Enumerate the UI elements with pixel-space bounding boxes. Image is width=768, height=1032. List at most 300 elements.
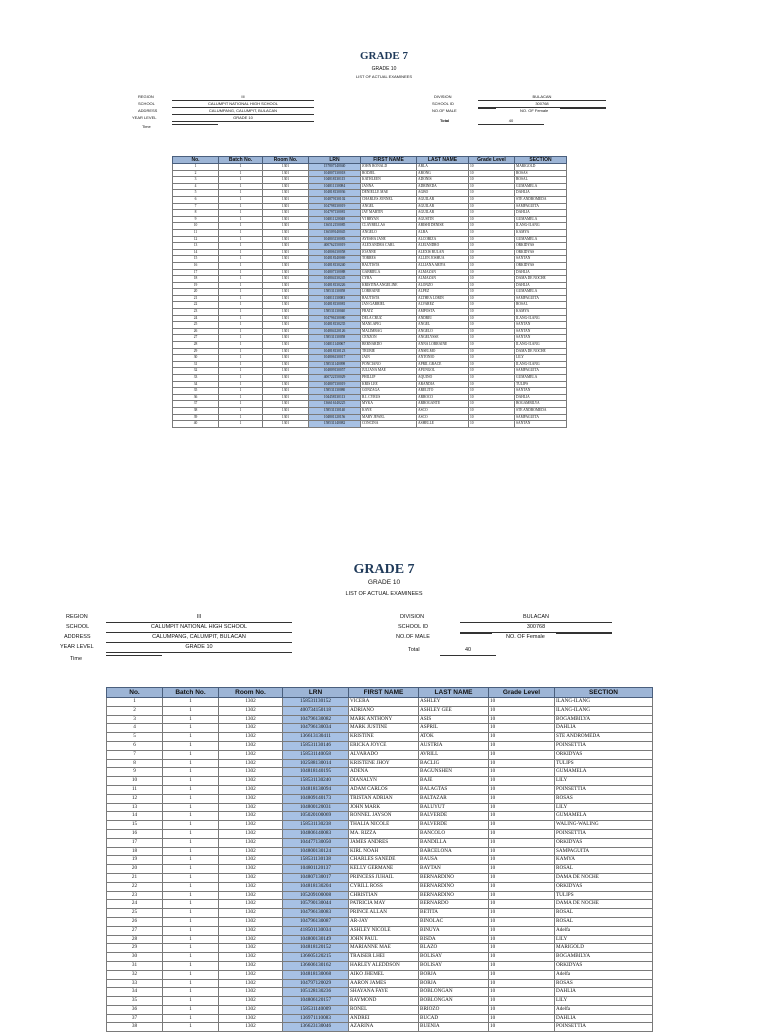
- table-row: [173, 348, 567, 355]
- table-row: [173, 243, 567, 250]
- cell-section: DAMA DE NOCHE: [555, 873, 653, 882]
- cell-no: 22: [107, 882, 163, 891]
- table-row: [107, 865, 653, 874]
- cell-section: SANTAN: [515, 388, 567, 395]
- cell-lrn: 104818120152: [283, 944, 349, 953]
- table-row: [173, 335, 567, 342]
- cell-lrn: 104811130084: [309, 183, 361, 190]
- table-row: [107, 838, 653, 847]
- cell-batch-no: 1: [163, 715, 219, 724]
- cell-no: 17: [107, 838, 163, 847]
- cell-batch-no: 1: [163, 794, 219, 803]
- cell-no: 29: [173, 348, 219, 355]
- table-row: [173, 309, 567, 316]
- cell-batch-no: 1: [219, 223, 263, 230]
- cell-last-name: ANNA LORRAINE: [417, 342, 469, 349]
- cell-section: POINSETTIA: [555, 741, 653, 750]
- cell-lrn: 136512150085: [309, 223, 361, 230]
- cell-first-name: BAUTISTA: [361, 295, 417, 302]
- cell-room-no: 1302: [219, 997, 283, 1006]
- cell-last-name: ASCO: [417, 407, 469, 414]
- cell-lrn: 158531140082: [309, 421, 361, 428]
- cell-last-name: BALTAZAR: [419, 794, 489, 803]
- table-row: [107, 803, 653, 812]
- cell-section: WALING-WALING: [555, 821, 653, 830]
- cell-last-name: BRIOZO: [419, 1005, 489, 1014]
- cell-lrn: 105790130044: [283, 900, 349, 909]
- table-row: [173, 295, 567, 302]
- cell-section: KAMYA: [555, 856, 653, 865]
- cell-lrn: 105209100008: [283, 891, 349, 900]
- cell-first-name: AR-JAY: [349, 917, 419, 926]
- cell-no: 39: [173, 414, 219, 421]
- cell-grade-level: 10: [469, 342, 515, 349]
- cell-section: SAMPAGUITA: [515, 414, 567, 421]
- cell-grade-level: 10: [469, 210, 515, 217]
- cell-room-no: 1301: [263, 210, 309, 217]
- cell-no: 34: [173, 381, 219, 388]
- table-row: [173, 421, 567, 428]
- cell-lrn: 104811140067: [309, 342, 361, 349]
- cell-lrn: 158531140058: [283, 750, 349, 759]
- cell-lrn: 104796130083: [283, 909, 349, 918]
- cell-first-name: HARLEY ALEDDSON: [349, 961, 419, 970]
- cell-no: 4: [107, 724, 163, 733]
- cell-room-no: 1302: [219, 741, 283, 750]
- cell-batch-no: 1: [219, 282, 263, 289]
- cell-room-no: 1301: [263, 342, 309, 349]
- cell-room-no: 1302: [219, 909, 283, 918]
- cell-first-name: AIKO JHEMEL: [349, 970, 419, 979]
- cell-first-name: ERICKA JOYCE: [349, 741, 419, 750]
- cell-room-no: 1301: [263, 401, 309, 408]
- cell-batch-no: 1: [219, 295, 263, 302]
- cell-no: 11: [107, 785, 163, 794]
- cell-grade-level: 10: [469, 216, 515, 223]
- cell-section: ORKIDYAS: [555, 750, 653, 759]
- cell-batch-no: 1: [163, 997, 219, 1006]
- cell-last-name: ASPRIL: [419, 724, 489, 733]
- cell-no: 6: [107, 741, 163, 750]
- cell-batch-no: 1: [219, 216, 263, 223]
- cell-batch-no: 1: [163, 777, 219, 786]
- cell-room-no: 1301: [263, 269, 309, 276]
- cell-section: DAHLIA: [515, 210, 567, 217]
- cell-last-name: BALVERDE: [419, 812, 489, 821]
- cell-first-name: TRUBIE: [361, 348, 417, 355]
- cell-grade-level: 10: [469, 177, 515, 184]
- cell-section: SAMPAGUITA: [515, 295, 567, 302]
- cell-lrn: 104809140173: [283, 794, 349, 803]
- cell-no: 28: [173, 342, 219, 349]
- cell-batch-no: 1: [219, 289, 263, 296]
- cell-no: 22: [173, 302, 219, 309]
- cell-grade-level: 10: [489, 997, 555, 1006]
- address-label: ADDRESS: [64, 634, 91, 640]
- cell-lrn: 104796130082: [283, 715, 349, 724]
- cell-batch-no: 1: [163, 909, 219, 918]
- cell-batch-no: 1: [163, 900, 219, 909]
- cell-grade-level: 10: [469, 190, 515, 197]
- cell-first-name: TORRES: [361, 256, 417, 263]
- cell-first-name: ADENA: [349, 768, 419, 777]
- cell-grade-level: 10: [489, 865, 555, 874]
- cell-last-name: AUSTRIA: [419, 741, 489, 750]
- cell-lrn: 104811130083: [309, 295, 361, 302]
- cell-grade-level: 10: [469, 309, 515, 316]
- cell-no: 15: [107, 821, 163, 830]
- cell-no: 14: [173, 249, 219, 256]
- cell-lrn: 136605120215: [283, 953, 349, 962]
- cell-room-no: 1301: [263, 421, 309, 428]
- cell-last-name: AGUILAR: [417, 196, 469, 203]
- cell-section: SANTAN: [515, 328, 567, 335]
- cell-lrn: 104809130057: [309, 368, 361, 375]
- table-row: [173, 342, 567, 349]
- table-row: [173, 388, 567, 395]
- cell-no: 18: [173, 276, 219, 283]
- cell-no: 3: [107, 715, 163, 724]
- cell-first-name: RODJEL: [361, 170, 417, 177]
- cell-section: STE ANDROMEDA: [515, 407, 567, 414]
- cell-first-name: AYESHA JANE: [361, 236, 417, 243]
- cell-grade-level: 10: [489, 847, 555, 856]
- cell-grade-level: 10: [489, 803, 555, 812]
- table-row: [107, 715, 653, 724]
- cell-lrn: 104801120156: [309, 414, 361, 421]
- cell-first-name: LORRAINE: [361, 289, 417, 296]
- cell-first-name: SHAYANA FAYE: [349, 988, 419, 997]
- cell-no: 27: [173, 335, 219, 342]
- cell-batch-no: 1: [163, 953, 219, 962]
- cell-batch-no: 1: [219, 183, 263, 190]
- cell-section: GUMAMELA: [555, 768, 653, 777]
- cell-lrn: 104796130087: [283, 917, 349, 926]
- cell-batch-no: 1: [163, 821, 219, 830]
- female-count-value: [556, 633, 612, 634]
- cell-lrn: 104800120031: [283, 803, 349, 812]
- cell-grade-level: 10: [469, 414, 515, 421]
- cell-lrn: 104801120137: [283, 865, 349, 874]
- table-row: [107, 1023, 653, 1032]
- table-row: [173, 164, 567, 171]
- col-header-grade-level: Grade Level: [489, 688, 555, 698]
- table-row: [107, 961, 653, 970]
- grade-subtitle: GRADE 10: [371, 66, 397, 72]
- cell-room-no: 1301: [263, 223, 309, 230]
- cell-last-name: ALTHEA LORIN: [417, 295, 469, 302]
- cell-batch-no: 1: [163, 935, 219, 944]
- cell-grade-level: 10: [489, 917, 555, 926]
- time-label: Time: [70, 656, 83, 662]
- cell-batch-no: 1: [219, 375, 263, 382]
- cell-first-name: KRISTINA ANGELINE: [361, 282, 417, 289]
- cell-first-name: KRIS LEE: [361, 381, 417, 388]
- cell-batch-no: 1: [219, 348, 263, 355]
- cell-room-no: 1302: [219, 856, 283, 865]
- cell-first-name: ALVARADO: [349, 750, 419, 759]
- cell-no: 15: [173, 256, 219, 263]
- cell-lrn: 104806120157: [283, 997, 349, 1006]
- cell-room-no: 1301: [263, 170, 309, 177]
- table-row: [107, 733, 653, 742]
- table-row: [107, 856, 653, 865]
- year-level-value: GRADE 10: [172, 115, 314, 122]
- cell-lrn: 104818130081: [309, 302, 361, 309]
- cell-batch-no: 1: [163, 917, 219, 926]
- cell-grade-level: 10: [489, 909, 555, 918]
- cell-lrn: 136509140045: [309, 229, 361, 236]
- cell-lrn: 104800130149: [283, 935, 349, 944]
- cell-last-name: ALLEN JOSHUA: [417, 256, 469, 263]
- cell-no: 8: [107, 759, 163, 768]
- cell-grade-level: 10: [489, 838, 555, 847]
- cell-last-name: BALVERDE: [419, 821, 489, 830]
- cell-section: STE ANDROMEDA: [515, 196, 567, 203]
- table-row: [173, 229, 567, 236]
- cell-first-name: TRISTAN ADRIAN: [349, 794, 419, 803]
- cell-last-name: ALMAZAN: [417, 269, 469, 276]
- cell-lrn: 104818130204: [283, 882, 349, 891]
- cell-room-no: 1301: [263, 196, 309, 203]
- cell-section: ORKIDYAS: [515, 249, 567, 256]
- cell-lrn: 104818130115: [309, 177, 361, 184]
- cell-lrn: 104818130226: [309, 282, 361, 289]
- school-value: CALUMPIT NATIONAL HIGH SCHOOL: [172, 101, 314, 108]
- cell-first-name: RONEL: [349, 1005, 419, 1014]
- cell-batch-no: 1: [219, 407, 263, 414]
- school-id-label: SCHOOL ID: [398, 624, 429, 630]
- cell-section: SAMPAGUITA: [515, 368, 567, 375]
- cell-room-no: 1302: [219, 935, 283, 944]
- cell-first-name: FRATZ: [361, 309, 417, 316]
- cell-last-name: ASCO: [417, 414, 469, 421]
- cell-room-no: 1301: [263, 276, 309, 283]
- cell-no: 31: [107, 961, 163, 970]
- cell-first-name: R.L CYRUS: [361, 394, 417, 401]
- cell-first-name: KATHLEEN: [361, 177, 417, 184]
- cell-batch-no: 1: [219, 421, 263, 428]
- cell-no: 2: [107, 706, 163, 715]
- cell-last-name: BOLISAY: [419, 961, 489, 970]
- cell-last-name: AMPOSTA: [417, 309, 469, 316]
- cell-batch-no: 1: [163, 865, 219, 874]
- table-row: [107, 909, 653, 918]
- female-count-value: [560, 108, 606, 109]
- table-row: [107, 750, 653, 759]
- cell-last-name: BOBLONGAN: [419, 997, 489, 1006]
- cell-lrn: 104477130050: [283, 838, 349, 847]
- cell-batch-no: 1: [219, 203, 263, 210]
- cell-first-name: MARK JUSTINE: [349, 724, 419, 733]
- table-row: [173, 368, 567, 375]
- cell-section: SAMPAGUITA: [555, 847, 653, 856]
- cell-last-name: ASHLEY GEE: [419, 706, 489, 715]
- cell-section: DAHLIA: [555, 988, 653, 997]
- cell-no: 2: [173, 170, 219, 177]
- cell-last-name: ANTONIO: [417, 355, 469, 362]
- cell-grade-level: 10: [489, 768, 555, 777]
- col-header-no: No.: [107, 688, 163, 698]
- cell-grade-level: 10: [469, 375, 515, 382]
- cell-no: 7: [107, 750, 163, 759]
- cell-batch-no: 1: [163, 838, 219, 847]
- cell-no: 25: [173, 322, 219, 329]
- cell-batch-no: 1: [219, 177, 263, 184]
- cell-first-name: JAIN: [361, 355, 417, 362]
- cell-grade-level: 10: [469, 229, 515, 236]
- col-header-grade-level: Grade Level: [469, 157, 515, 164]
- cell-last-name: AGBO: [417, 190, 469, 197]
- cell-no: 18: [107, 847, 163, 856]
- cell-no: 38: [107, 1023, 163, 1032]
- cell-batch-no: 1: [163, 1005, 219, 1014]
- table-header-row: [107, 688, 653, 698]
- cell-first-name: PATRICIA MAY: [349, 900, 419, 909]
- table-body: [107, 698, 653, 1032]
- cell-lrn: 104807130019: [309, 381, 361, 388]
- cell-grade-level: 10: [469, 164, 515, 171]
- cell-room-no: 1302: [219, 829, 283, 838]
- table-row: [107, 724, 653, 733]
- cell-lrn: 136623130046: [283, 1023, 349, 1032]
- cell-first-name: KRISTINE: [349, 733, 419, 742]
- cell-no: 31: [173, 361, 219, 368]
- cell-no: 4: [173, 183, 219, 190]
- cell-no: 13: [173, 243, 219, 250]
- cell-batch-no: 1: [219, 381, 263, 388]
- address-value: CALUMPANG, CALUMPIT, BULACAN: [172, 108, 314, 115]
- cell-batch-no: 1: [219, 243, 263, 250]
- cell-first-name: ADRIANO: [349, 706, 419, 715]
- cell-last-name: ALMAZAN: [417, 276, 469, 283]
- cell-no: 30: [107, 953, 163, 962]
- cell-room-no: 1301: [263, 236, 309, 243]
- cell-last-name: BORJA: [419, 970, 489, 979]
- cell-first-name: VI BRYAN: [361, 216, 417, 223]
- cell-grade-level: 10: [469, 394, 515, 401]
- table-row: [173, 216, 567, 223]
- cell-room-no: 1301: [263, 256, 309, 263]
- cell-section: BOGAMBILYA: [555, 953, 653, 962]
- cell-grade-level: 10: [469, 262, 515, 269]
- cell-grade-level: 10: [489, 759, 555, 768]
- cell-last-name: ALBA: [417, 229, 469, 236]
- cell-lrn: 102588130014: [283, 759, 349, 768]
- cell-last-name: ARROCO: [417, 394, 469, 401]
- table-row: [107, 944, 653, 953]
- cell-room-no: 1302: [219, 715, 283, 724]
- cell-batch-no: 1: [163, 829, 219, 838]
- table-row: [173, 276, 567, 283]
- table-row: [107, 953, 653, 962]
- cell-last-name: ARROGANTE: [417, 401, 469, 408]
- cell-last-name: BANCOLO: [419, 829, 489, 838]
- cell-lrn: 400722150029: [309, 375, 361, 382]
- cell-room-no: 1302: [219, 979, 283, 988]
- col-header-lrn: LRN: [283, 688, 349, 698]
- cell-room-no: 1302: [219, 838, 283, 847]
- cell-last-name: ARANDIA: [417, 381, 469, 388]
- cell-batch-no: 1: [219, 394, 263, 401]
- region-label: REGION: [138, 94, 154, 99]
- cell-grade-level: 10: [469, 196, 515, 203]
- cell-batch-no: 1: [163, 926, 219, 935]
- table-row: [173, 269, 567, 276]
- cell-room-no: 1301: [263, 381, 309, 388]
- cell-batch-no: 1: [219, 361, 263, 368]
- cell-no: 32: [107, 970, 163, 979]
- cell-section: ILANG-ILANG: [555, 698, 653, 707]
- male-count-value: [460, 633, 492, 634]
- cell-last-name: ANGELYSSE: [417, 335, 469, 342]
- cell-lrn: 105020100069: [283, 812, 349, 821]
- table-row: [107, 759, 653, 768]
- cell-last-name: BISDA: [419, 935, 489, 944]
- cell-grade-level: 10: [469, 223, 515, 230]
- cell-lrn: 158531130138: [283, 856, 349, 865]
- cell-first-name: PRINCESS JUHAIL: [349, 873, 419, 882]
- cell-no: 9: [107, 768, 163, 777]
- cell-grade-level: 10: [469, 269, 515, 276]
- cell-lrn: 104807130017: [283, 873, 349, 882]
- cell-first-name: CHARLES JONNEL: [361, 196, 417, 203]
- cell-room-no: 1301: [263, 190, 309, 197]
- table-row: [107, 988, 653, 997]
- cell-lrn: 104806130017: [309, 355, 361, 362]
- cell-last-name: BAUSA: [419, 856, 489, 865]
- examinee-table: [172, 156, 567, 428]
- cell-section: DAHLIA: [515, 190, 567, 197]
- cell-section: ILANG-ILANG: [515, 315, 567, 322]
- cell-last-name: BAYTAN: [419, 865, 489, 874]
- cell-first-name: BERNARDO: [361, 342, 417, 349]
- cell-first-name: KELLY GERMANE: [349, 865, 419, 874]
- cell-first-name: JOANNE: [361, 249, 417, 256]
- table-row: [107, 829, 653, 838]
- cell-section: ROSAL: [515, 302, 567, 309]
- cell-section: POINSETTIA: [555, 785, 653, 794]
- cell-first-name: PHILLIP: [361, 375, 417, 382]
- cell-lrn: 104818130235: [309, 322, 361, 329]
- time-label: Time: [142, 124, 151, 129]
- cell-first-name: JAY MARTIN: [361, 210, 417, 217]
- cell-first-name: THALIA NICOLE: [349, 821, 419, 830]
- cell-grade-level: 10: [489, 777, 555, 786]
- cell-room-no: 1302: [219, 926, 283, 935]
- cell-room-no: 1301: [263, 262, 309, 269]
- cell-lrn: 418501130034: [283, 926, 349, 935]
- cell-lrn: 104818130123: [309, 348, 361, 355]
- cell-first-name: CYRILL ROSS: [349, 882, 419, 891]
- year-level-value: GRADE 10: [106, 643, 292, 653]
- cell-room-no: 1301: [263, 289, 309, 296]
- cell-last-name: ANGEL: [417, 322, 469, 329]
- cell-first-name: RAYMOND: [349, 997, 419, 1006]
- cell-last-name: ALVAREZ: [417, 302, 469, 309]
- cell-section: ORKIDYAS: [515, 243, 567, 250]
- cell-section: SANTAN: [515, 256, 567, 263]
- table-header-row: [173, 157, 567, 164]
- cell-last-name: BLAZO: [419, 944, 489, 953]
- cell-batch-no: 1: [163, 856, 219, 865]
- male-count-value: [478, 108, 496, 109]
- cell-lrn: 158531140098: [309, 361, 361, 368]
- cell-section: DAHLIA: [555, 1014, 653, 1023]
- cell-section: POINSETTIA: [555, 829, 653, 838]
- cell-batch-no: 1: [219, 368, 263, 375]
- table-row: [173, 256, 567, 263]
